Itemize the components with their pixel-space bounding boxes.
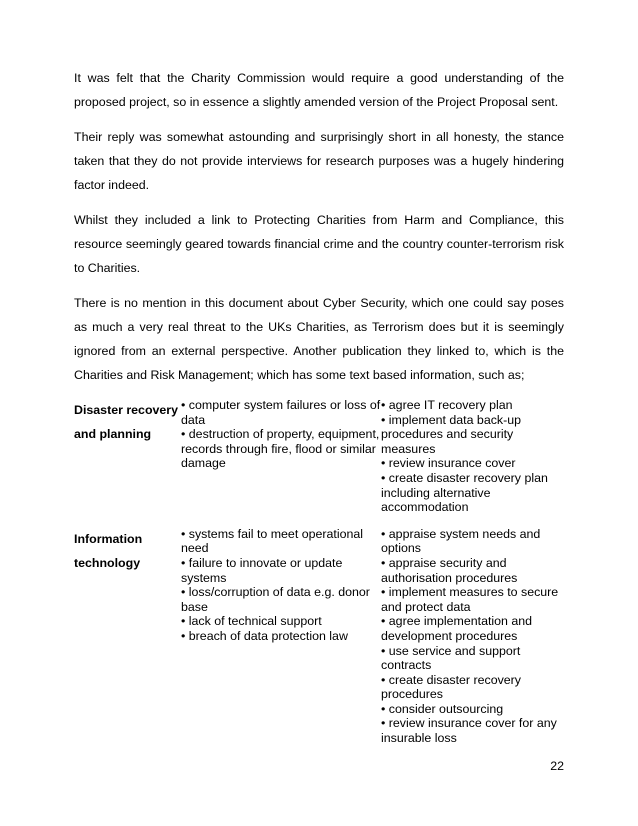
action-item: • appraise system needs and options	[381, 526, 541, 556]
action-item: • agree IT recovery plan	[381, 398, 513, 412]
risk-heading-line: Disaster recovery	[74, 403, 179, 417]
paragraph-charity-commission: It was felt that the Charity Commission would require a good understanding of the proposed project, so in essence a slightly amended version of the Project Proposal sent.	[74, 71, 564, 109]
risk-list	[181, 398, 381, 471]
action-list	[381, 398, 566, 515]
risk-heading-line: technology	[74, 555, 141, 570]
risk-row-disaster-recovery	[74, 398, 566, 515]
risk-item: • breach of data protection law	[181, 628, 348, 643]
risk-item: • failure to innovate or update systems	[181, 555, 343, 585]
risk-list	[181, 527, 381, 644]
risk-heading	[74, 527, 181, 575]
action-list	[381, 527, 566, 746]
action-item: • review insurance cover for any insurable loss	[381, 716, 557, 746]
risk-item: • computer system failures or loss of data	[181, 398, 381, 427]
document-page	[74, 66, 564, 746]
page-number: 22	[550, 759, 564, 773]
risk-item: • systems fail to meet operational need	[181, 526, 364, 556]
risk-table	[74, 398, 566, 746]
paragraph-protecting-charities: Whilst they included a link to Protecting Charities from Harm and Compliance, this resource seemingly geared towards financial crime and the country counter-terrorism risk to Charities.	[74, 213, 564, 275]
paragraph-reply: Their reply was somewhat astounding and surprisingly short in all honesty, the stance taken that they do not provide interviews for research purposes was a hugely hindering factor indeed.	[74, 130, 564, 192]
action-item: • create disaster recovery plan including alternative accommodation	[381, 470, 548, 515]
action-item: • create disaster recovery procedures	[381, 672, 521, 702]
action-item: • review insurance cover	[381, 456, 516, 471]
risk-item: • destruction of property, equipment, records through fire, flood or similar damage	[181, 427, 380, 471]
risk-item: • loss/corruption of data e.g. donor base	[181, 585, 370, 614]
action-item: • use service and support contracts	[381, 643, 521, 673]
action-item: • implement data back-up procedures and security measures	[381, 412, 522, 456]
action-item: • implement measures to secure and protect data	[381, 585, 559, 614]
risk-heading-line: Information	[74, 531, 143, 546]
action-item: • appraise security and authorisation procedures	[381, 555, 518, 585]
risk-item: • lack of technical support	[181, 614, 322, 629]
risk-row-information-technology	[74, 527, 566, 746]
action-item: • agree implementation and development procedures	[381, 614, 533, 643]
risk-heading	[74, 398, 181, 446]
risk-heading-line: and planning	[74, 427, 152, 441]
action-item: • consider outsourcing	[381, 701, 504, 716]
paragraph-cyber-security: There is no mention in this document about Cyber Security, which one could say poses as much a very real threat to the UKs Charities, as Terrorism does but it is seemingly ignored from an external perspective. Another publication they linked to, which is the Charities and Risk Management; which has some text based information, such as;	[74, 296, 564, 382]
